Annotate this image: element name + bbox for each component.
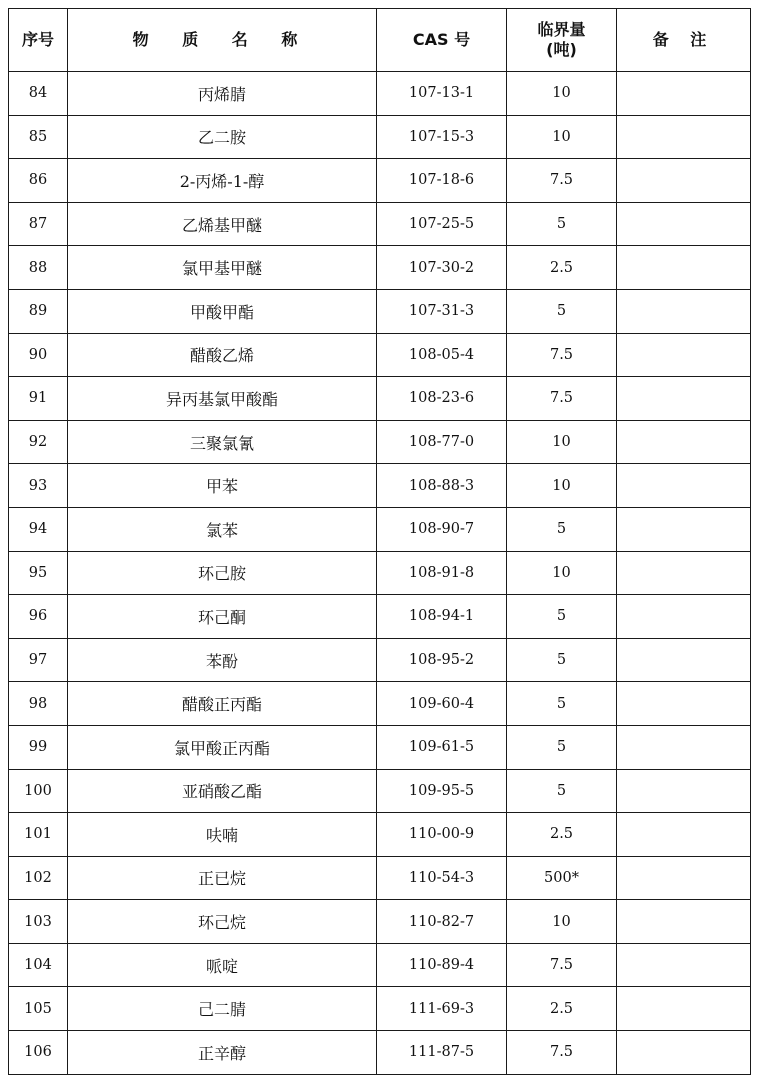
cell-note [617,1031,751,1075]
cell-substance-name: 三聚氯氰 [68,420,377,464]
header-threshold-quantity [507,9,617,72]
table-row [9,1031,751,1075]
cell-threshold: 500* [507,856,617,900]
cell-substance-name: 丙烯腈 [68,72,377,116]
cell-substance-name: 苯酚 [68,638,377,682]
cell-threshold: 5 [507,769,617,813]
cell-substance-name: 异丙基氯甲酸酯 [68,377,377,421]
header-threshold-label: 临界量 [537,20,586,39]
cell-index: 101 [9,813,68,857]
cell-threshold: 5 [507,638,617,682]
cell-index: 93 [9,464,68,508]
cell-index: 98 [9,682,68,726]
header-substance-name: 物 质 名 称 [68,9,377,72]
cell-threshold: 7.5 [507,943,617,987]
cell-cas-number: 108-91-8 [377,551,507,595]
cell-threshold: 5 [507,682,617,726]
cell-threshold: 2.5 [507,987,617,1031]
cell-cas-number: 108-90-7 [377,507,507,551]
cell-index: 96 [9,595,68,639]
cell-threshold: 7.5 [507,1031,617,1075]
cell-substance-name: 环己酮 [68,595,377,639]
cell-threshold: 7.5 [507,333,617,377]
cell-substance-name: 醋酸正丙酯 [68,682,377,726]
cell-note [617,682,751,726]
cell-substance-name: 氯甲酸正丙酯 [68,725,377,769]
table-row [9,72,751,116]
cell-note [617,159,751,203]
cell-substance-name: 正已烷 [68,856,377,900]
table-row [9,813,751,857]
table-row [9,987,751,1031]
table-row [9,769,751,813]
cell-threshold: 5 [507,289,617,333]
cell-substance-name: 呋喃 [68,813,377,857]
cell-index: 95 [9,551,68,595]
cell-index: 94 [9,507,68,551]
cell-substance-name: 氯甲基甲醚 [68,246,377,290]
table-row [9,638,751,682]
cell-cas-number: 107-15-3 [377,115,507,159]
cell-index: 97 [9,638,68,682]
header-index: 序号 [9,9,68,72]
document-page [8,8,750,1075]
table-row [9,464,751,508]
table-row [9,856,751,900]
cell-substance-name: 甲苯 [68,464,377,508]
cell-index: 90 [9,333,68,377]
cell-index: 85 [9,115,68,159]
cell-threshold: 10 [507,551,617,595]
cell-index: 104 [9,943,68,987]
cell-index: 88 [9,246,68,290]
cell-threshold: 7.5 [507,159,617,203]
cell-note [617,595,751,639]
table-row [9,682,751,726]
cell-note [617,464,751,508]
table-row [9,289,751,333]
cell-index: 103 [9,900,68,944]
cell-index: 92 [9,420,68,464]
header-cas-number: CAS 号 [377,9,507,72]
table-row [9,333,751,377]
cell-note [617,72,751,116]
cell-cas-number: 108-88-3 [377,464,507,508]
table-row [9,115,751,159]
cell-cas-number: 110-00-9 [377,813,507,857]
cell-note [617,551,751,595]
cell-substance-name: 哌啶 [68,943,377,987]
cell-cas-number: 110-54-3 [377,856,507,900]
cell-threshold: 2.5 [507,246,617,290]
cell-cas-number: 108-05-4 [377,333,507,377]
cell-threshold: 5 [507,725,617,769]
table-row [9,202,751,246]
table-row [9,595,751,639]
table-row [9,246,751,290]
cell-threshold: 10 [507,115,617,159]
cell-substance-name: 环己烷 [68,900,377,944]
cell-note [617,420,751,464]
cell-substance-name: 己二腈 [68,987,377,1031]
cell-cas-number: 107-18-6 [377,159,507,203]
cell-note [617,769,751,813]
cell-cas-number: 108-23-6 [377,377,507,421]
cell-substance-name: 环己胺 [68,551,377,595]
cell-note [617,725,751,769]
table-row [9,900,751,944]
cell-index: 105 [9,987,68,1031]
cell-note [617,289,751,333]
cell-substance-name: 甲酸甲酯 [68,289,377,333]
cell-cas-number: 111-69-3 [377,987,507,1031]
cell-note [617,202,751,246]
table-row [9,377,751,421]
cell-cas-number: 110-82-7 [377,900,507,944]
cell-note [617,987,751,1031]
table-row [9,725,751,769]
cell-cas-number: 109-60-4 [377,682,507,726]
cell-threshold: 2.5 [507,813,617,857]
cell-index: 91 [9,377,68,421]
cell-cas-number: 107-31-3 [377,289,507,333]
cell-note [617,813,751,857]
cell-note [617,115,751,159]
cell-cas-number: 109-95-5 [377,769,507,813]
cell-index: 102 [9,856,68,900]
table-row [9,420,751,464]
cell-note [617,856,751,900]
cell-threshold: 5 [507,507,617,551]
cell-threshold: 10 [507,420,617,464]
table-row [9,943,751,987]
cell-index: 86 [9,159,68,203]
cell-index: 106 [9,1031,68,1075]
cell-threshold: 10 [507,464,617,508]
cell-index: 84 [9,72,68,116]
header-row [9,9,751,72]
cell-note [617,377,751,421]
table-body [9,72,751,1075]
cell-cas-number: 107-25-5 [377,202,507,246]
cell-cas-number: 110-89-4 [377,943,507,987]
cell-cas-number: 108-94-1 [377,595,507,639]
cell-cas-number: 107-30-2 [377,246,507,290]
cell-index: 89 [9,289,68,333]
cell-threshold: 10 [507,900,617,944]
cell-note [617,507,751,551]
cell-note [617,943,751,987]
table-row [9,551,751,595]
cell-note [617,246,751,290]
cell-substance-name: 乙烯基甲醚 [68,202,377,246]
cell-substance-name: 正辛醇 [68,1031,377,1075]
hazardous-substances-table [8,8,751,1075]
cell-index: 100 [9,769,68,813]
cell-cas-number: 109-61-5 [377,725,507,769]
cell-substance-name: 乙二胺 [68,115,377,159]
cell-cas-number: 108-77-0 [377,420,507,464]
cell-note [617,900,751,944]
cell-threshold: 5 [507,595,617,639]
cell-index: 87 [9,202,68,246]
cell-note [617,333,751,377]
cell-index: 99 [9,725,68,769]
cell-cas-number: 107-13-1 [377,72,507,116]
cell-note [617,638,751,682]
cell-threshold: 10 [507,72,617,116]
cell-cas-number: 108-95-2 [377,638,507,682]
cell-substance-name: 2-丙烯-1-醇 [68,159,377,203]
cell-threshold: 7.5 [507,377,617,421]
header-notes: 备 注 [617,9,751,72]
table-header [9,9,751,72]
cell-substance-name: 醋酸乙烯 [68,333,377,377]
cell-substance-name: 亚硝酸乙酯 [68,769,377,813]
table-row [9,159,751,203]
table-row [9,507,751,551]
cell-cas-number: 111-87-5 [377,1031,507,1075]
cell-threshold: 5 [507,202,617,246]
header-threshold-unit: (吨) [546,40,577,59]
cell-substance-name: 氯苯 [68,507,377,551]
